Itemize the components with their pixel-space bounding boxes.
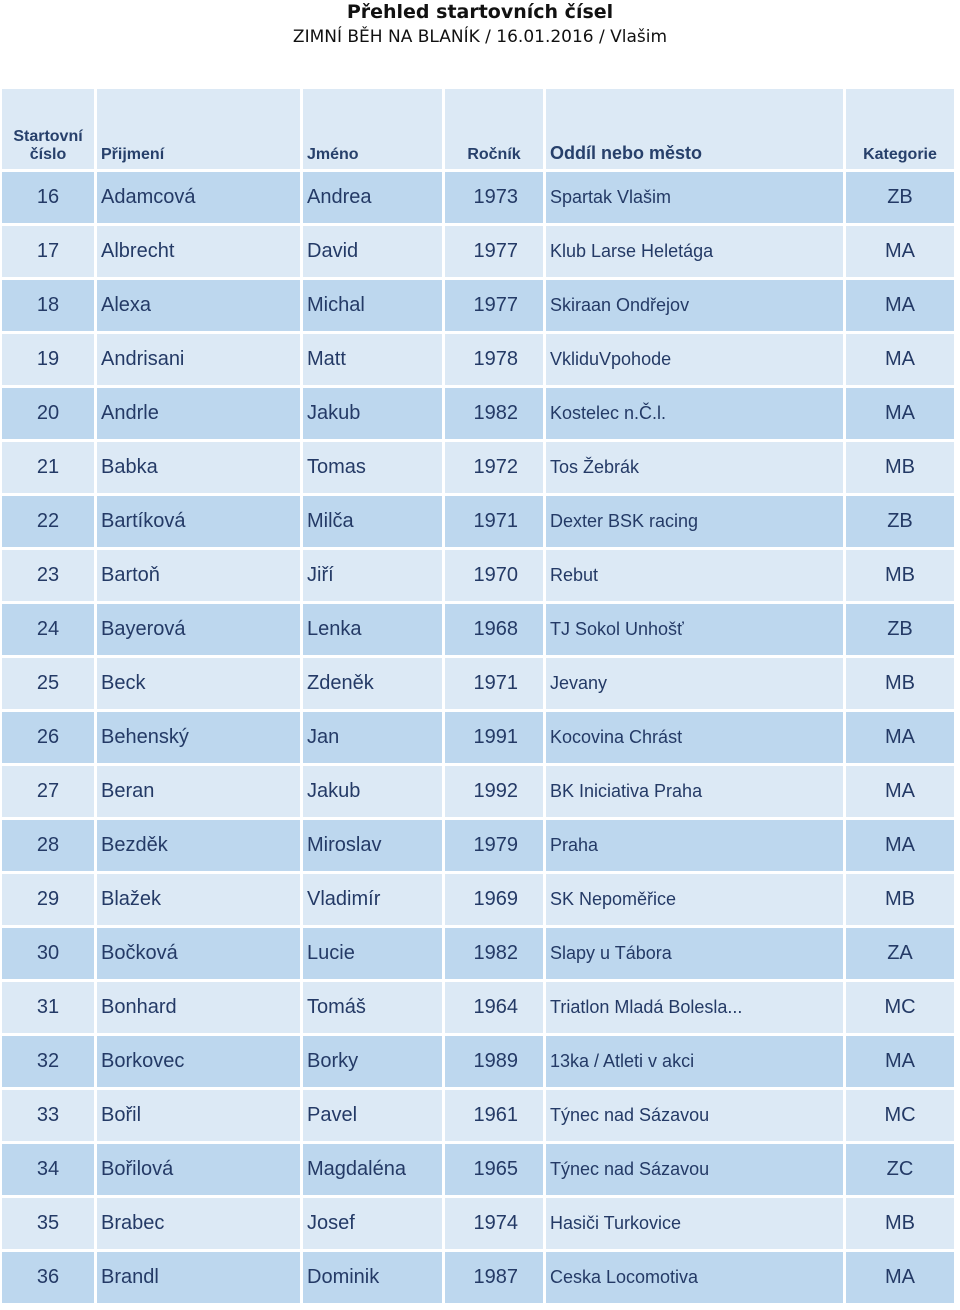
cell-surname: Bočková [97,928,300,979]
cell-birth-year: 1972 [445,442,543,493]
cell-club: 13ka / Atleti v akci [546,1036,843,1087]
table-row [2,172,954,223]
cell-start-number: 24 [2,604,94,655]
cell-club: Hasiči Turkovice [546,1198,843,1249]
cell-club: Skiraan Ondřejov [546,280,843,331]
cell-birth-year: 1982 [445,388,543,439]
table-row [2,874,954,925]
table-row [2,982,954,1033]
cell-birth-year: 1969 [445,874,543,925]
cell-start-number: 23 [2,550,94,601]
cell-club: Praha [546,820,843,871]
cell-first-name: Miroslav [303,820,442,871]
cell-birth-year: 1961 [445,1090,543,1141]
cell-first-name: Matt [303,334,442,385]
cell-category: MB [846,1198,954,1249]
cell-start-number: 22 [2,496,94,547]
cell-birth-year: 1965 [445,1144,543,1195]
cell-birth-year: 1971 [445,658,543,709]
table-row [2,766,954,817]
cell-club: Kocovina Chrást [546,712,843,763]
cell-category: MC [846,982,954,1033]
cell-birth-year: 1987 [445,1252,543,1303]
cell-first-name: Michal [303,280,442,331]
cell-club: VkliduVpohode [546,334,843,385]
cell-start-number: 31 [2,982,94,1033]
cell-category: MB [846,874,954,925]
cell-club: Triatlon Mladá Bolesla... [546,982,843,1033]
cell-category: MB [846,550,954,601]
cell-club: Tos Žebrák [546,442,843,493]
cell-start-number: 32 [2,1036,94,1087]
cell-surname: Bořil [97,1090,300,1141]
cell-surname: Brabec [97,1198,300,1249]
cell-category: MA [846,766,954,817]
cell-surname: Alexa [97,280,300,331]
cell-start-number: 34 [2,1144,94,1195]
cell-first-name: Milča [303,496,442,547]
table-row [2,820,954,871]
cell-surname: Brandl [97,1252,300,1303]
cell-start-number: 30 [2,928,94,979]
cell-start-number: 18 [2,280,94,331]
cell-start-number: 17 [2,226,94,277]
cell-category: MC [846,1090,954,1141]
cell-surname: Borkovec [97,1036,300,1087]
cell-category: MA [846,226,954,277]
column-header-category: Kategorie [846,89,954,169]
cell-start-number: 19 [2,334,94,385]
cell-start-number: 25 [2,658,94,709]
cell-club: Kostelec n.Č.l. [546,388,843,439]
cell-birth-year: 1992 [445,766,543,817]
cell-surname: Blažek [97,874,300,925]
cell-first-name: Jakub [303,766,442,817]
cell-surname: Behenský [97,712,300,763]
cell-category: MA [846,1036,954,1087]
column-header-first-name: Jméno [303,89,442,169]
cell-surname: Bořilová [97,1144,300,1195]
cell-start-number: 29 [2,874,94,925]
cell-start-number: 21 [2,442,94,493]
table-row [2,496,954,547]
cell-first-name: Vladimír [303,874,442,925]
table-row [2,1144,954,1195]
cell-first-name: Jakub [303,388,442,439]
cell-first-name: Tomas [303,442,442,493]
start-numbers-table [0,86,957,1306]
cell-start-number: 36 [2,1252,94,1303]
cell-start-number: 28 [2,820,94,871]
cell-first-name: Dominik [303,1252,442,1303]
column-header-start-number: Startovní číslo [2,89,94,169]
table-header-row [2,89,954,169]
cell-first-name: David [303,226,442,277]
page-title: Přehled startovních čísel [346,1,614,23]
table-row [2,1036,954,1087]
cell-category: ZB [846,604,954,655]
table-row [2,658,954,709]
cell-surname: Beran [97,766,300,817]
cell-first-name: Josef [303,1198,442,1249]
cell-surname: Beck [97,658,300,709]
cell-birth-year: 1991 [445,712,543,763]
cell-surname: Adamcová [97,172,300,223]
cell-surname: Babka [97,442,300,493]
table-row [2,388,954,439]
table-row [2,604,954,655]
table-row [2,1198,954,1249]
cell-club: Rebut [546,550,843,601]
cell-start-number: 27 [2,766,94,817]
cell-category: MA [846,280,954,331]
cell-start-number: 33 [2,1090,94,1141]
cell-club: Týnec nad Sázavou [546,1144,843,1195]
cell-surname: Bonhard [97,982,300,1033]
cell-category: ZA [846,928,954,979]
cell-surname: Andrle [97,388,300,439]
cell-birth-year: 1977 [445,280,543,331]
cell-start-number: 20 [2,388,94,439]
table-row [2,226,954,277]
cell-birth-year: 1978 [445,334,543,385]
cell-club: Jevany [546,658,843,709]
cell-surname: Andrisani [97,334,300,385]
cell-category: MA [846,334,954,385]
cell-category: ZB [846,172,954,223]
cell-club: TJ Sokol Unhošť [546,604,843,655]
cell-category: MA [846,712,954,763]
cell-club: BK Iniciativa Praha [546,766,843,817]
cell-start-number: 16 [2,172,94,223]
cell-first-name: Borky [303,1036,442,1087]
table-row [2,550,954,601]
cell-start-number: 26 [2,712,94,763]
table-row [2,442,954,493]
cell-first-name: Jan [303,712,442,763]
cell-surname: Bayerová [97,604,300,655]
cell-birth-year: 1971 [445,496,543,547]
table-row [2,712,954,763]
table-body [2,172,954,1303]
cell-club: Klub Larse Heletága [546,226,843,277]
cell-category: MA [846,388,954,439]
cell-surname: Bartoň [97,550,300,601]
cell-club: Ceska Locomotiva [546,1252,843,1303]
cell-category: MB [846,658,954,709]
cell-birth-year: 1973 [445,172,543,223]
cell-birth-year: 1979 [445,820,543,871]
column-header-club: Oddíl nebo město [546,89,843,169]
cell-first-name: Jiří [303,550,442,601]
cell-first-name: Zdeněk [303,658,442,709]
column-header-surname: Přijmení [97,89,300,169]
cell-surname: Albrecht [97,226,300,277]
cell-category: ZB [846,496,954,547]
cell-category: MB [846,442,954,493]
cell-club: Týnec nad Sázavou [546,1090,843,1141]
cell-first-name: Lucie [303,928,442,979]
table-row [2,928,954,979]
page-subtitle: ZIMNÍ BĚH NA BLANÍK / 16.01.2016 / Vlašim [292,27,668,47]
table-row [2,1090,954,1141]
table-row [2,334,954,385]
cell-category: MA [846,820,954,871]
cell-birth-year: 1989 [445,1036,543,1087]
cell-surname: Bartíková [97,496,300,547]
table-row [2,280,954,331]
document-header [0,0,960,86]
cell-club: SK Nepoměřice [546,874,843,925]
cell-birth-year: 1982 [445,928,543,979]
cell-first-name: Andrea [303,172,442,223]
cell-club: Slapy u Tábora [546,928,843,979]
cell-category: MA [846,1252,954,1303]
cell-surname: Bezděk [97,820,300,871]
cell-birth-year: 1970 [445,550,543,601]
cell-club: Spartak Vlašim [546,172,843,223]
column-header-birth-year: Ročník [445,89,543,169]
cell-birth-year: 1968 [445,604,543,655]
cell-club: Dexter BSK racing [546,496,843,547]
cell-category: ZC [846,1144,954,1195]
cell-birth-year: 1964 [445,982,543,1033]
cell-birth-year: 1974 [445,1198,543,1249]
cell-first-name: Magdaléna [303,1144,442,1195]
cell-birth-year: 1977 [445,226,543,277]
cell-first-name: Tomáš [303,982,442,1033]
cell-first-name: Lenka [303,604,442,655]
table-row [2,1252,954,1303]
cell-first-name: Pavel [303,1090,442,1141]
cell-start-number: 35 [2,1198,94,1249]
